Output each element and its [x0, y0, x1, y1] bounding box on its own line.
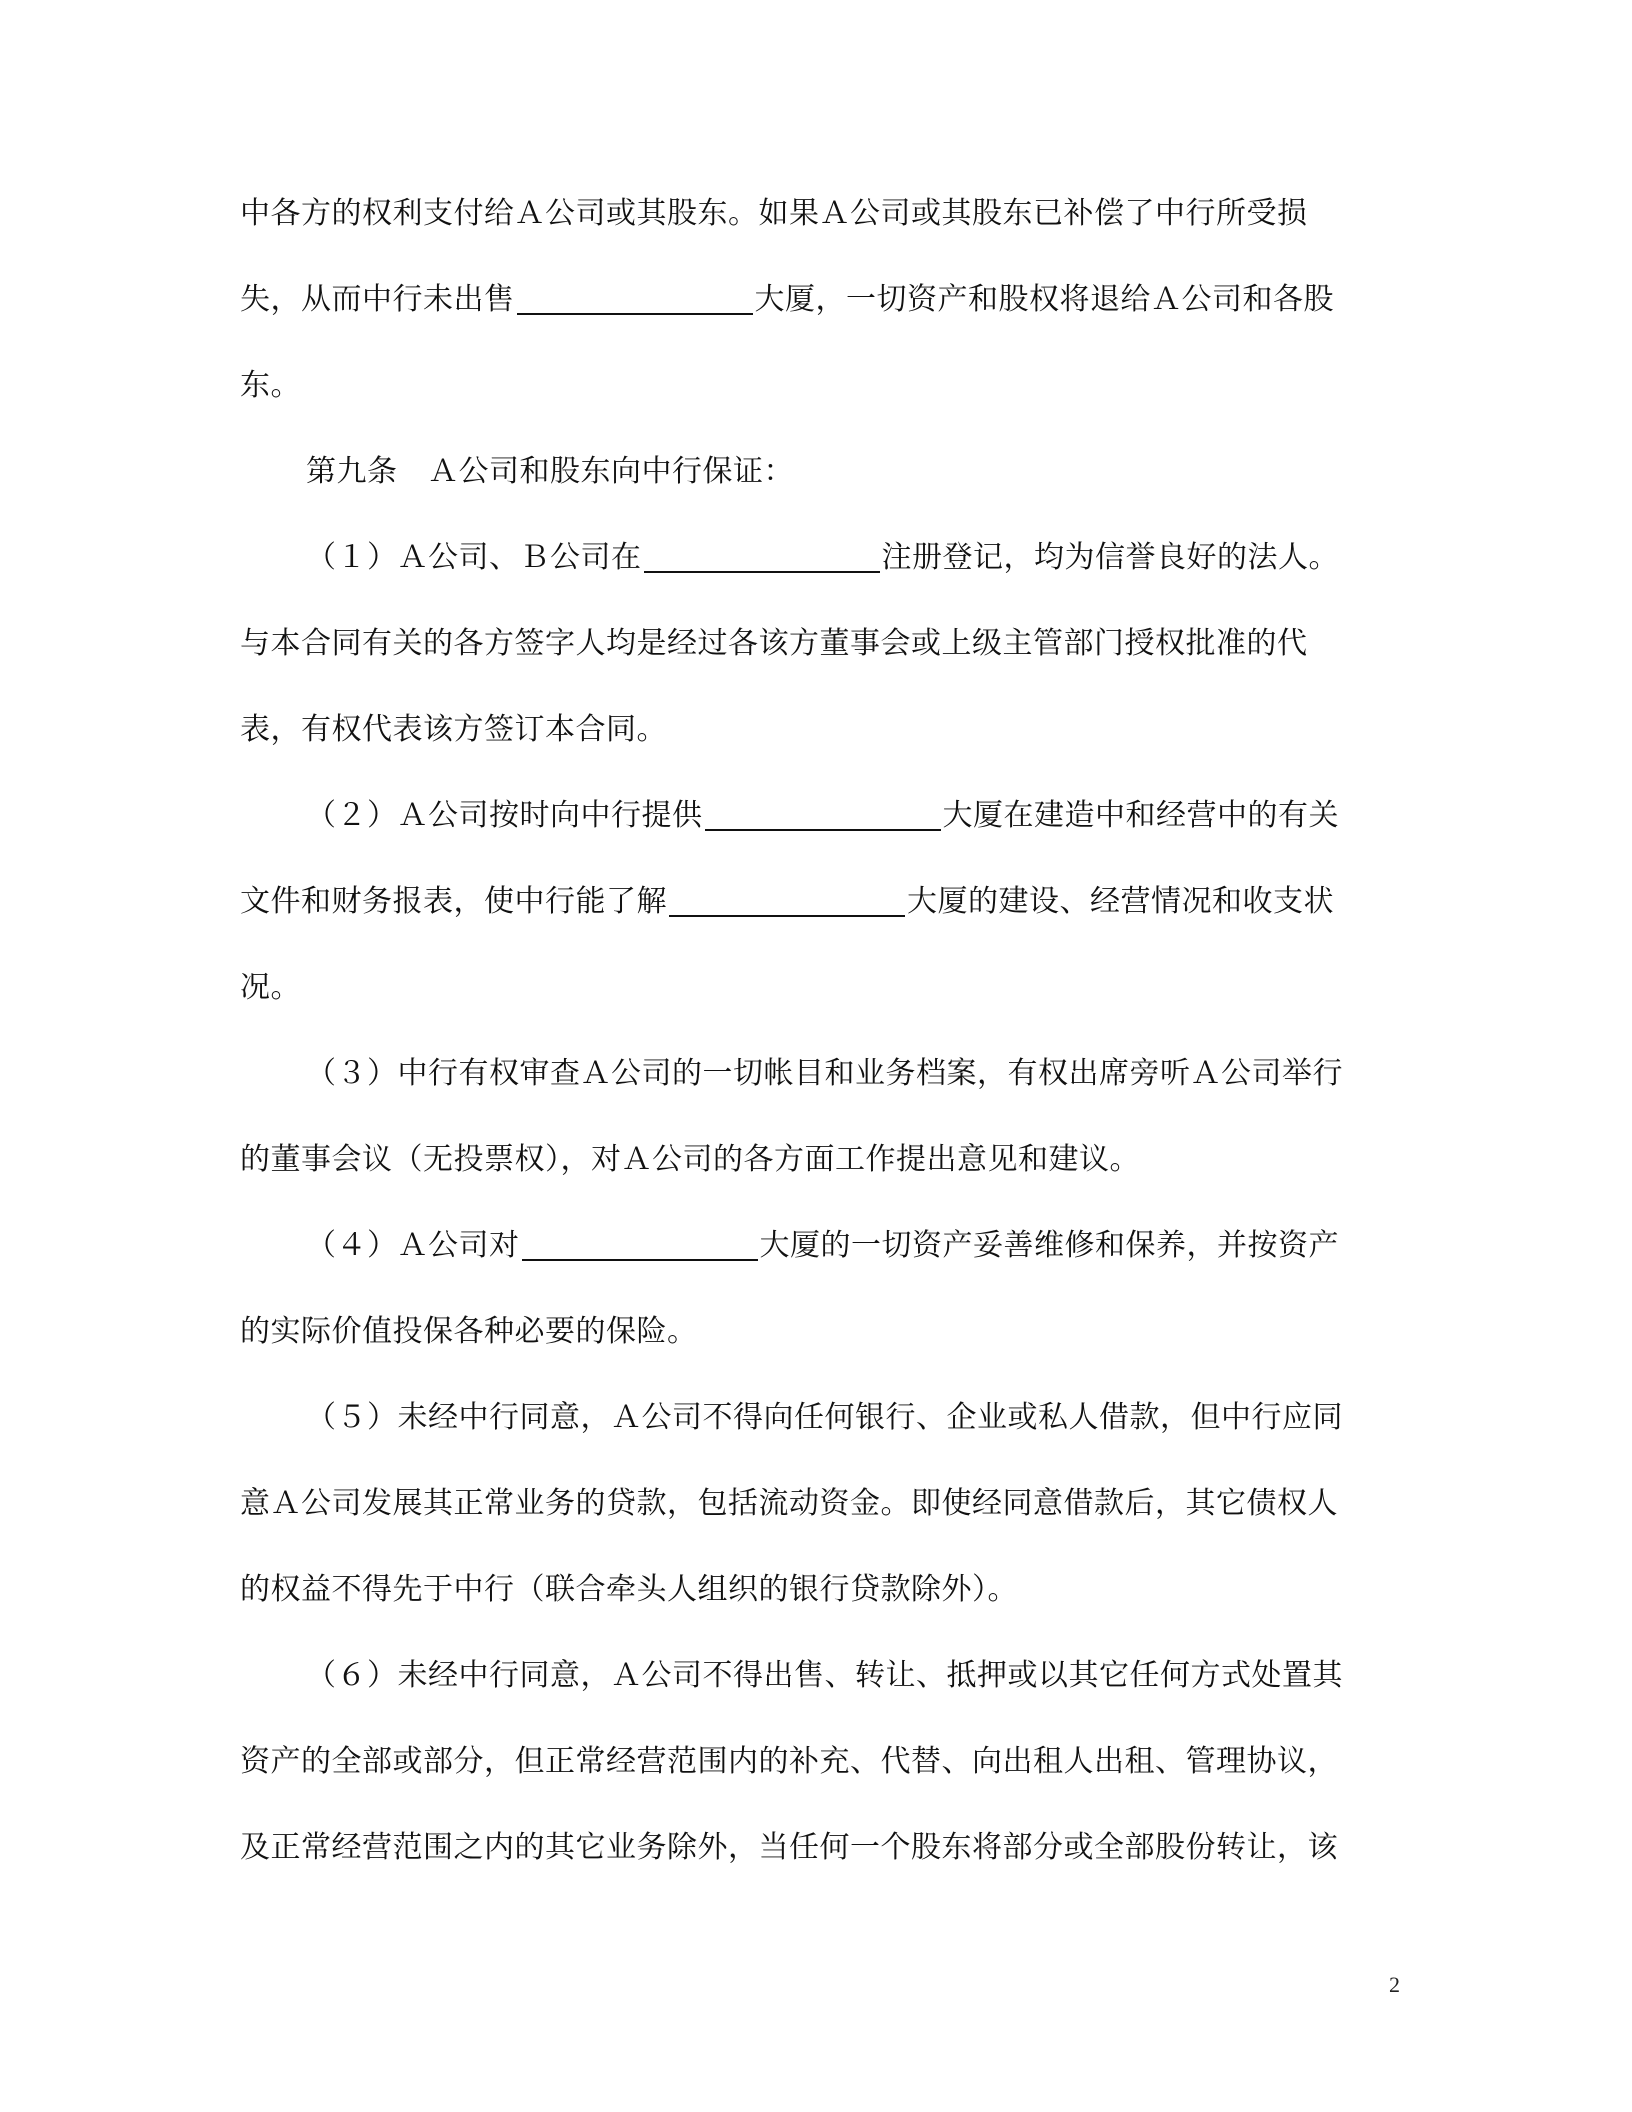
- text-segment: 大厦，一切资产和股权将退给Ａ公司和各股: [754, 282, 1334, 317]
- text-segment: 况。: [240, 970, 301, 1005]
- text-segment: 文件和财务报表，使中行能了解: [240, 884, 667, 919]
- blank-underline: [705, 829, 941, 831]
- text-line-item-5-a: [306, 1388, 1400, 1448]
- text-segment: 大厦的建设、经营情况和收支状: [907, 884, 1334, 919]
- page-number: 2: [1389, 1972, 1400, 1997]
- text-line-item-3-b: [240, 1130, 1400, 1190]
- text-segment: 与本合同有关的各方签字人均是经过各该方董事会或上级主管部门授权批准的代: [240, 626, 1308, 661]
- text-segment: （６）未经中行同意，Ａ公司不得出售、转让、抵押或以其它任何方式处置其: [306, 1658, 1343, 1693]
- text-segment: （４）Ａ公司对: [306, 1228, 520, 1263]
- blank-underline: [644, 571, 880, 573]
- text-segment: （５）未经中行同意，Ａ公司不得向任何银行、企业或私人借款，但中行应同: [306, 1400, 1343, 1435]
- text-segment: （３）中行有权审查Ａ公司的一切帐目和业务档案，有权出席旁听Ａ公司举行: [306, 1056, 1343, 1091]
- text-segment: 及正常经营范围之内的其它业务除外，当任何一个股东将部分或全部股份转让，该: [240, 1830, 1338, 1865]
- text-segment: （２）Ａ公司按时向中行提供: [306, 798, 703, 833]
- text-line-item-1-b: [240, 614, 1400, 674]
- text-line-continuation-a: [240, 184, 1400, 244]
- text-segment: 第九条 Ａ公司和股东向中行保证：: [306, 454, 794, 489]
- text-segment: （１）Ａ公司、Ｂ公司在: [306, 540, 642, 575]
- text-segment: 资产的全部或部分，但正常经营范围内的补充、代替、向出租人出租、管理协议，: [240, 1744, 1338, 1779]
- text-line-item-5-b: [240, 1474, 1400, 1534]
- text-line-item-4-a: [306, 1216, 1400, 1276]
- text-segment: 的实际价值投保各种必要的保险。: [240, 1314, 698, 1349]
- text-segment: 失，从而中行未出售: [240, 282, 515, 317]
- text-segment: 中各方的权利支付给Ａ公司或其股东。如果Ａ公司或其股东已补偿了中行所受损: [240, 196, 1308, 231]
- text-line-item-6-a: [306, 1646, 1400, 1706]
- blank-underline: [522, 1259, 758, 1261]
- text-segment: 表，有权代表该方签订本合同。: [240, 712, 667, 747]
- text-line-item-6-c: [240, 1818, 1400, 1878]
- text-line-item-3-a: [306, 1044, 1400, 1104]
- text-line-item-4-b: [240, 1302, 1400, 1362]
- text-line-item-2-c: [240, 958, 1400, 1018]
- text-line-item-5-c: [240, 1560, 1400, 1620]
- blank-underline: [517, 313, 753, 315]
- text-segment: 意Ａ公司发展其正常业务的贷款，包括流动资金。即使经同意借款后，其它债权人: [240, 1486, 1338, 1521]
- text-line-item-6-b: [240, 1732, 1400, 1792]
- text-segment: 大厦在建造中和经营中的有关: [942, 798, 1339, 833]
- article-title: [306, 442, 1400, 502]
- text-line-continuation-b: [240, 270, 1400, 330]
- text-line-item-1-c: [240, 700, 1400, 760]
- text-line-item-2-b: [240, 872, 1400, 932]
- blank-underline: [669, 915, 905, 917]
- text-line-continuation-c: [240, 356, 1400, 416]
- text-segment: 注册登记，均为信誉良好的法人。: [881, 540, 1339, 575]
- text-segment: 大厦的一切资产妥善维修和保养，并按资产: [759, 1228, 1339, 1263]
- text-segment: 的权益不得先于中行（联合牵头人组织的银行贷款除外）。: [240, 1572, 1018, 1607]
- text-segment: 东。: [240, 368, 301, 403]
- text-line-item-2-a: [306, 786, 1400, 846]
- text-line-item-1-a: [306, 528, 1400, 588]
- text-segment: 的董事会议（无投票权），对Ａ公司的各方面工作提出意见和建议。: [240, 1142, 1140, 1177]
